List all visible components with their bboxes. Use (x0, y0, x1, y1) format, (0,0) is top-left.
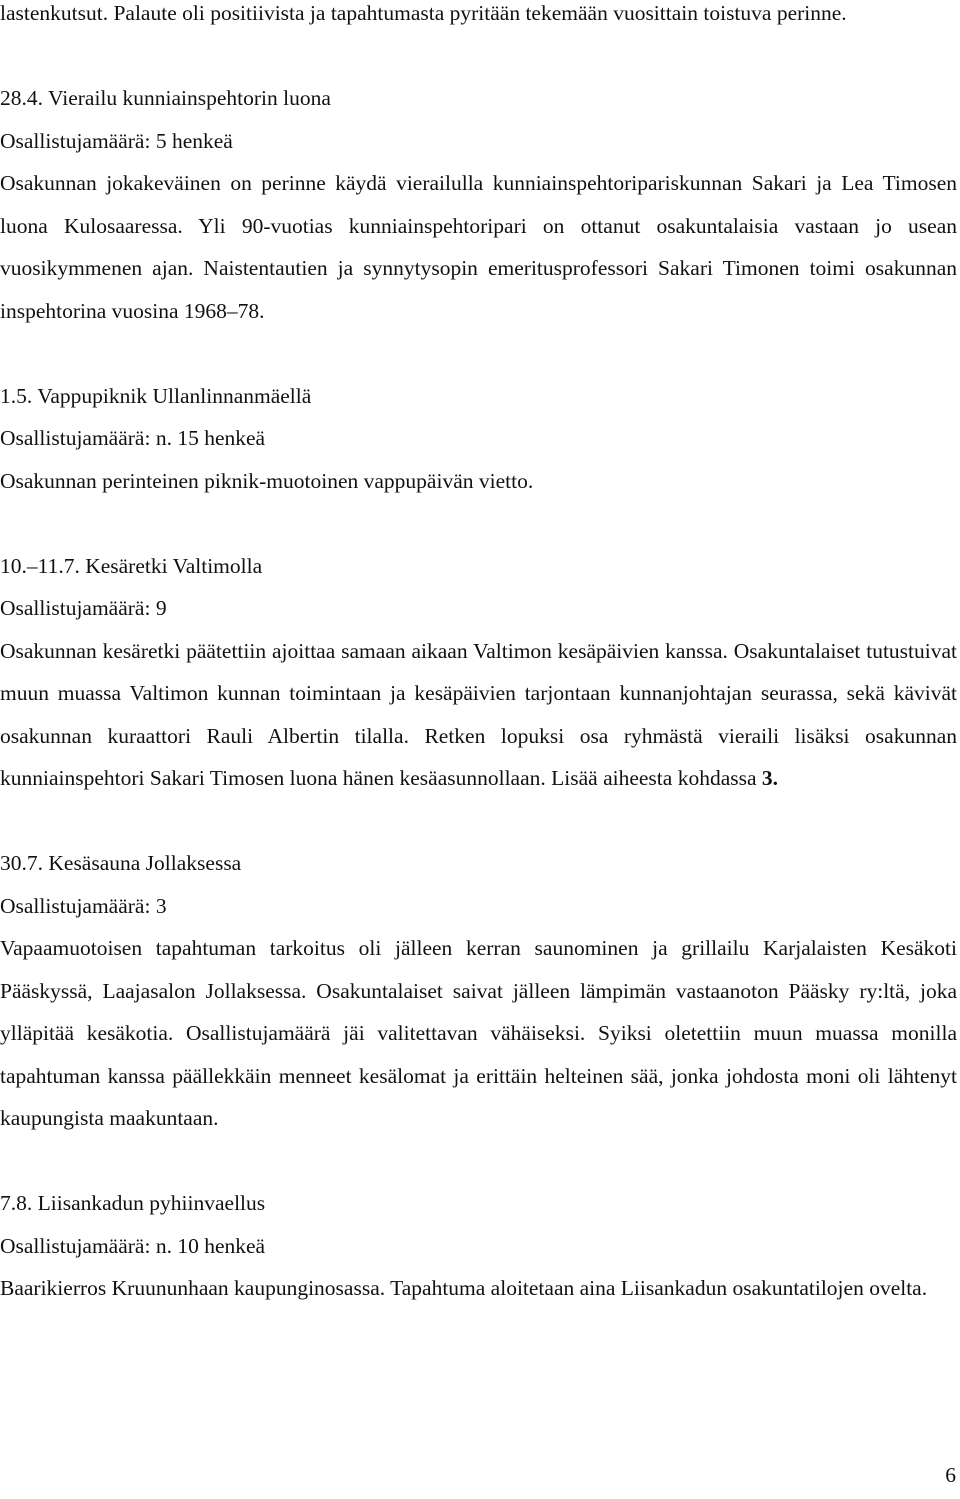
section-reference: 3. (761, 766, 779, 790)
event-title: 7.8. Liisankadun pyhiinvaellus (0, 1191, 266, 1215)
intro-paragraph: lastenkutsut. Palaute oli positiivista ja tapahtumasta pyritään tekemään vuosittain toistuva perinne. (0, 1, 847, 25)
event-kesasauna-jollas (0, 842, 957, 1140)
event-title: 1.5. Vappupiknik Ullanlinnanmäellä (0, 383, 312, 408)
event-description: Osakunnan kesäretki päätettiin ajoittaa samaan aikaan Valtimon kesäpäivien kanssa. Osakuntalaiset tutustuivat muun muassa Valtimon kunnan toimintaan ja kesäpäivien tarjontaan kunnanjohtajan seurassa, sekä kävivät osakunnan kuraattori Rauli Albertin tilalla. Retken lopuksi osa ryhmästä vieraili lisäksi osakunnan kunniainspehtori Sakari Timosen luona hänen kesäasunnollaan. Lisää aiheesta kohdassa (0, 638, 957, 790)
event-description: Vapaamuotoisen tapahtuman tarkoitus oli jälleen kerran saunominen ja grillailu Karjalaisten Kesäkoti Pääskyssä, Laajasalon Jollaksessa. Osakuntalaiset saivat jälleen lämpimän vastaanoton Pääsky ry:ltä, joka ylläpitää kesäkotia. Osallistujamäärä jäi valitettavan vähäiseksi. Syiksi oletettiin muun muassa monilla tapahtuman kanssa päällekkäin menneet kesälomat ja erittäin helteinen sää, jonka johdosta moni oli lähtenyt kaupungista maakuntaan. (0, 936, 957, 1130)
paragraph-gap (0, 502, 957, 545)
event-title: 30.7. Kesäsauna Jollaksessa (0, 851, 242, 875)
event-description: Baarikierros Kruununhaan kaupunginosassa. Tapahtuma aloitetaan aina Liisankadun osakuntatilojen ovelta. (0, 1276, 928, 1300)
event-kunniainspehtori-visit (0, 77, 957, 332)
event-participants: Osallistujamäärä: 3 (0, 893, 167, 918)
event-liisankatu-pilgrimage (0, 1182, 957, 1310)
event-participants: Osallistujamäärä: n. 15 henkeä (0, 426, 266, 450)
event-description-paragraph (0, 630, 957, 800)
paragraph-gap (0, 332, 957, 375)
event-participants: Osallistujamäärä: 9 (0, 596, 167, 620)
event-title: 28.4. Vierailu kunniainspehtorin luona (0, 86, 331, 110)
event-description: Osakunnan jokakeväinen on perinne käydä vierailulla kunniainspehtoripariskunnan Sakari ja Lea Timosen luona Kulosaaressa. Yli 90-vuotias kunniainspehtoripari on ottanut osakuntalaisia vastaan jo usean vuosikymmenen ajan. Naistentautien ja synnytysopin emeritusprofessori Sakari Timonen toimi osakunnan inspehtorina vuosina 1968–78. (0, 171, 957, 323)
event-participants: Osallistujamäärä: n. 10 henkeä (0, 1233, 266, 1258)
event-description: Osakunnan perinteinen piknik-muotoinen vappupäivän vietto. (0, 468, 534, 493)
page-number: 6 (945, 1463, 956, 1487)
event-title: 10.–11.7. Kesäretki Valtimolla (0, 553, 263, 578)
event-participants: Osallistujamäärä: 5 henkeä (0, 128, 233, 153)
paragraph-gap (0, 1140, 957, 1183)
paragraph-gap (0, 800, 957, 843)
event-kesaretki-valtimo (0, 545, 957, 800)
paragraph-gap (0, 35, 957, 78)
event-vappupiknik (0, 375, 957, 503)
